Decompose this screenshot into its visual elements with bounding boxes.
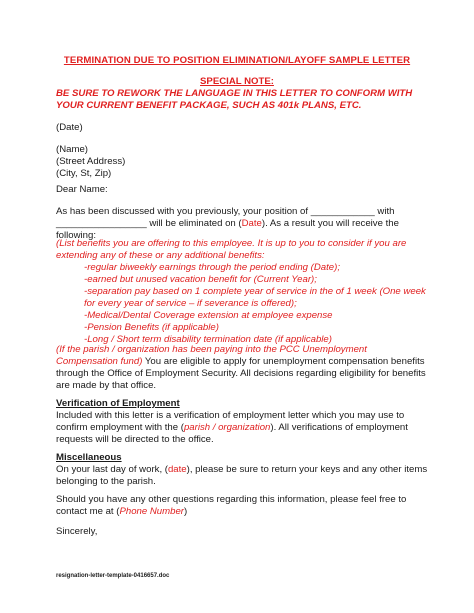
verification-line-3: requests will be directed to the office.	[56, 434, 214, 445]
pcc-line-1: (If the parish / organization has been paying into the PCC Unemployment	[56, 344, 367, 355]
questions-line-1: Should you have any other questions regarding this information, please feel free to	[56, 494, 407, 505]
benefits-list	[56, 238, 456, 346]
verification-line-2-end: ). All verifications of employment	[270, 422, 408, 433]
position-line-3: following:	[56, 230, 96, 241]
benefit-item: for every year of service – if severance is offered);	[84, 298, 297, 309]
address-name: (Name)	[56, 144, 88, 155]
pcc-line-4: are made by that office.	[56, 380, 157, 391]
phone-number-placeholder: Phone Number	[119, 506, 184, 517]
misc-line-2: belonging to the parish.	[56, 476, 156, 487]
benefits-intro-2: extending any of these or any additional benefits:	[56, 250, 265, 261]
benefit-item: -regular biweekly earnings through the period ending (Date);	[84, 262, 340, 273]
benefit-item: -separation pay based on 1 complete year of service in the of 1 week (One week	[84, 286, 426, 297]
verification-line-2-text: confirm employment with the (	[56, 422, 184, 433]
verification-line-2	[56, 422, 456, 434]
date-placeholder: Date	[241, 218, 262, 229]
miscellaneous-section	[56, 452, 456, 488]
misc-line-1	[56, 464, 456, 476]
miscellaneous-heading: Miscellaneous	[56, 452, 122, 463]
organization-placeholder: parish / organization	[183, 422, 271, 433]
special-note-line-1: BE SURE TO REWORK THE LANGUAGE IN THIS LETTER TO CONFORM WITH	[56, 88, 413, 99]
special-note-line-2: YOUR CURRENT BENEFIT PACKAGE, SUCH AS 401k PLANS, ETC.	[56, 100, 362, 111]
special-note-body	[56, 88, 456, 112]
pcc-line-2	[56, 356, 456, 368]
questions-line-2-text: contact me at (	[56, 506, 120, 517]
closing: Sincerely,	[56, 526, 98, 537]
benefit-item: -earned but unused vacation benefit for (Current Year);	[84, 274, 317, 285]
address-street: (Street Address)	[56, 156, 126, 167]
questions-paragraph	[56, 494, 456, 518]
position-line-2-end: ). As a result you will receive the	[261, 218, 399, 229]
verification-heading: Verification of Employment	[56, 398, 180, 409]
pcc-fund-note: Compensation fund)	[56, 356, 143, 367]
position-paragraph	[56, 206, 456, 242]
footer-filename: resignation-letter-template-0416657.doc	[56, 573, 170, 579]
position-line-2-text: _________________ will be eliminated on (	[56, 218, 242, 229]
letter-title: TERMINATION DUE TO POSITION ELIMINATION/LAYOFF SAMPLE LETTER	[63, 55, 411, 66]
recipient-address	[56, 144, 456, 180]
position-line-2	[56, 218, 456, 230]
salutation: Dear Name:	[56, 184, 108, 195]
special-note-heading: SPECIAL NOTE:	[200, 76, 274, 87]
unemployment-paragraph	[56, 344, 456, 392]
benefits-intro-1: (List benefits you are offering to this employee. It is up to you to consider if you are	[56, 238, 407, 249]
pcc-line-3: through the Office of Employment Security. All decisions regarding eligibility for benefits	[56, 368, 426, 379]
verification-line-1: Included with this letter is a verification of employment letter which you may use to	[56, 410, 405, 421]
misc-line-1-end: ), please be sure to return your keys and any other items	[186, 464, 428, 475]
benefit-item: -Pension Benefits (if applicable)	[84, 322, 219, 333]
questions-line-2-end: )	[183, 506, 188, 517]
position-line-1: As has been discussed with you previously, your position of ____________ with	[56, 206, 395, 217]
pcc-line-2-text: You are eligible to apply for unemployment compensation benefits	[142, 356, 425, 367]
benefit-item: -Long / Short term disability termination date (if applicable)	[84, 334, 332, 345]
misc-line-1-text: On your last day of work, (	[56, 464, 168, 475]
questions-line-2	[56, 506, 456, 518]
last-day-placeholder: date	[167, 464, 187, 475]
date-line: (Date)	[56, 122, 83, 133]
verification-section	[56, 398, 456, 446]
benefit-item: -Medical/Dental Coverage extension at employee expense	[84, 310, 333, 321]
address-city: (City, St, Zip)	[56, 168, 112, 179]
